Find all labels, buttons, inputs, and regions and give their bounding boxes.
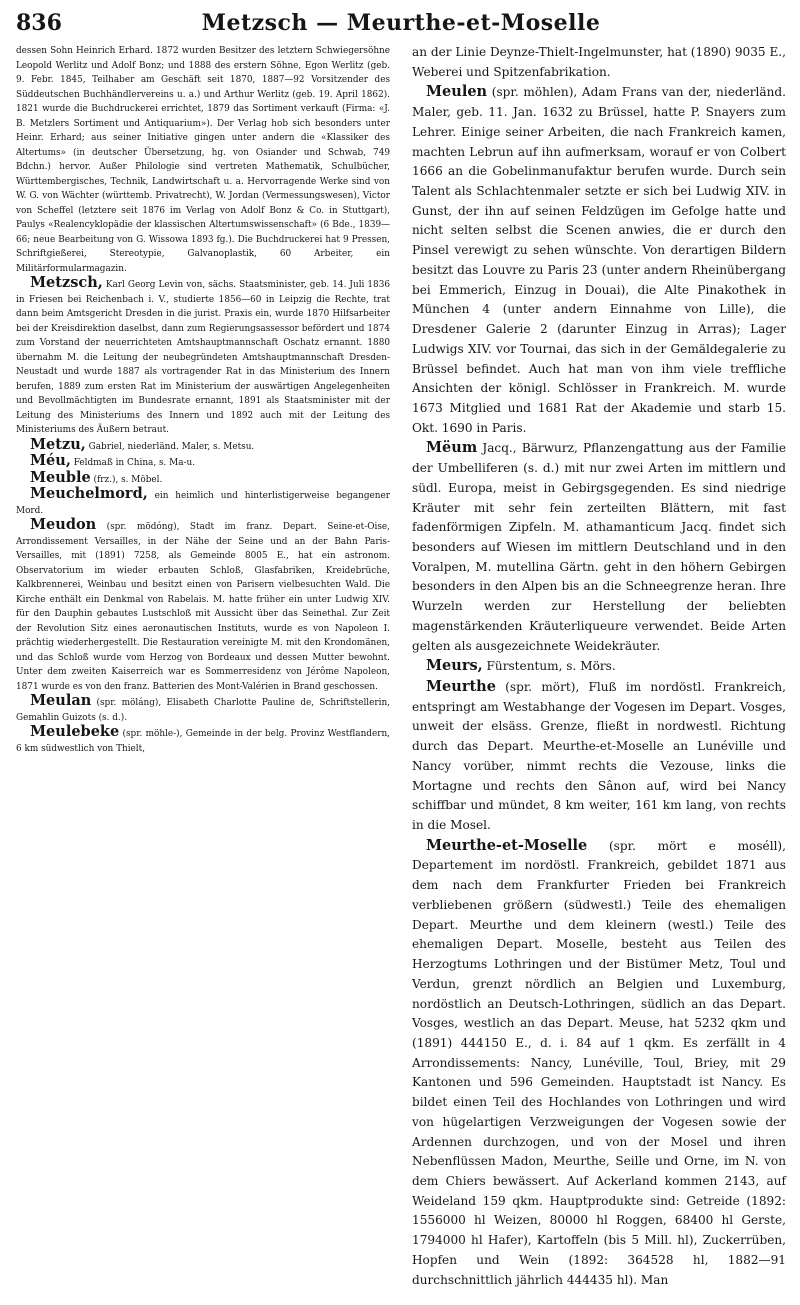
entry-headword: Meurs,	[426, 657, 483, 675]
entry-text: dessen Sohn Heinrich Erhard. 1872 wurden Besitzer des letztern Schwiegersöhne Leopold Werlitz und Adolf Bonz; und 1888 des erstern Söhne, Egon Werlitz (geb. 9. Febr. 1845, Teilhaber am Geschäft seit 1870, 1887—92 Vorsitzender des Süddeutschen Buchhändlervereins u. a.) und Arthur Werlitz (geb. 19. April 1862). 1821 wurde die Buchdruckerei errichtet, 1879 das Sortiment verkauft (Firma: «J. B. Metzlers Sortiment und Antiquarium»). Der Verlag hob sich besonders unter Heinr. Erhard; aus seiner Initiative gingen unter andern die «Klassiker des Altertums» (in deutscher Übersetzung, hg. von Osiander und Schwab, 749 Bdchn.) hervor. Außer Philologie sind vertreten Mathematik, Schulbücher, Württembergisches, Technik, Landwirtschaft u. a. Hervorragende Werke sind von W. G. von Wächter (württemb. Privatrecht), W. Jordan (Vermessungswesen), Victor von Scheffel (letztere seit 1876 im Verlag von Adolf Bonz & Co. in Stuttgart), Paulys «Realencyklopädie der klassischen Altertumswissenschaft» (6 Bde., 1839—66; neue Bearbeitung von G. Wissowa 1893 fg.). Die Buchdruckerei hat 9 Pressen, Schriftgießerei, Stereotypie, Galvanoplastik, 60 Arbeiter, ein Militärformularmagazin.	[16, 46, 390, 274]
entry-headword: Metzu,	[30, 435, 86, 453]
entry-paragraph	[412, 82, 786, 438]
entry-paragraph	[412, 42, 786, 82]
entry-paragraph	[16, 694, 390, 725]
entry-text: (spr. möhlen), Adam Frans van der, niederländ. Maler, geb. 11. Jan. 1632 zu Brüssel, hatte P. Snayers zum Lehrer. Einige seiner Arbeiten, die nach Frankreich kamen, machten Lebrun auf ihn aufmerksam, worauf er von Colbert 1666 an die Gobelinmanufaktur berufen wurde. Durch sein Talent als Schlachtenmaler setzte er sich bei Ludwig XIV. in Gunst, der ihn auf seinen Feldzügen im Gefolge hatte und nicht selten selbst die Scenen anwies, die er durch den Pinsel verewigt zu sehen wünschte. Von derartigen Bildern besitzt das Louvre zu Paris 23 (unter andern Rheinübergang bei Emmerich, Einzug in Douai), die Alte Pinakothek in München 4 (unter andern Einnahme von Lille), die Dresdener Galerie 2 (darunter Einzug in Arras); Lager Ludwigs XIV. vor Tournai, das sich in der Gemäldegalerie zu Brüssel befindet. Auch hat man von ihm viele treffliche Ansichten der königl. Schlösser in Frankreich. M. wurde 1673 Mitglied und 1681 Rat der Akademie und starb 15. Okt. 1690 in Paris.	[412, 85, 786, 435]
entry-paragraph	[16, 487, 390, 518]
entry-headword: Meuble	[30, 468, 91, 486]
entry-headword: Méu,	[30, 452, 71, 469]
entry-headword: Meudon	[30, 516, 97, 533]
right-column	[412, 42, 786, 1290]
entry-paragraph	[16, 725, 390, 756]
entry-headword: Meurthe-et-Moselle	[426, 836, 588, 854]
entry-paragraph	[412, 656, 786, 677]
text-columns	[16, 42, 786, 1290]
entry-paragraph	[412, 438, 786, 656]
entry-text: Gabriel, niederländ. Maler, s. Metsu.	[85, 441, 255, 452]
entry-paragraph	[16, 42, 390, 276]
entry-text: ein heimlich und hinterlistigerweise begangener Mord.	[16, 491, 390, 516]
entry-headword: Meulen	[426, 83, 488, 101]
entry-text: (spr. mört e moséll), Departement im nordöstl. Frankreich, gebildet 1871 aus dem nach dem Frankfurter Frieden bei Frankreich verbliebenen größern (südwestl.) Teile des ehemaligen Depart. Meurthe und dem kleinern (westl.) Teile des ehemaligen Depart. Moselle, besteht aus Teilen des Herzogtums Lothringen und der Bistümer Metz, Toul und Verdun, grenzt nördlich an Belgien und Luxemburg, nordöstlich an Deutsch-Lothringen, südlich an das Depart. Vosges, westlich an das Depart. Meuse, hat 5232 qkm und (1891) 444150 E., d. i. 84 auf 1 qkm. Es zerfällt in 4 Arrondissements: Nancy, Lunéville, Toul, Briey, mit 29 Kantonen und 596 Gemeinden. Hauptstadt ist Nancy. Es bildet einen Teil des Hochlandes von Lothringen und wird von hügelartigen Verzweigungen der Vogesen sowie der Ardennen durchzogen, und von der Mosel und ihren Nebenflüssen Madon, Meurthe, Seille und Orne, im N. von dem Chiers bewässert. Auf Ackerland kommen 2143, auf Weideland 159 qkm. Hauptprodukte sind: Getreide (1892: 1556000 hl Weizen, 80000 hl Roggen, 68400 hl Gerste, 1794000 hl Hafer), Kartoffeln (bis 5 Mill. hl), Zuckerrüben, Hopfen und Wein (1892: 364528 hl, 1882—91 durchschnittlich jährlich 444435 hl). Man	[412, 838, 786, 1287]
entry-paragraph	[16, 435, 390, 455]
entry-paragraph	[16, 518, 390, 694]
entry-text: (spr. mödóng), Stadt im franz. Depart. Seine-et-Oise, Arrondissement Versailles, in der Nähe der Seine und an der Bahn Paris-Versailles, mit (1891) 7258, als Gemeinde 8005 E., hat ein astronom. Observatorium im wieder erbauten Schloß, Glasfabriken, Kreidebrüche, Kalkbrennerei, Weinbau und besitzt einen von Parisern vielbesuchten Wald. Die Kirche enthält ein Denkmal von Rabelais. M. hatte früher ein unter Ludwig XIV. für den Dauphin gebautes Lustschloß mit Aussicht über das Seinethal. Zur Zeit der Revolution Sitz eines aeronautischen Instituts, wurde es von Napoleon I. prächtig wiederhergestellt. Die Restauration vereinigte M. mit den Krondomänen, und das Schloß wurde vom Herzog von Bordeaux und dessen Mutter bewohnt. Unter dem zweiten Kaiserreich war es Sommerresidenz von Jérôme Napoleon, 1871 wurde es von den franz. Batterien des Mont-Valérien in Brand geschossen.	[16, 522, 390, 692]
entry-text: (spr. mört), Fluß im nordöstl. Frankreich, entspringt am Westabhange der Vogesen im Depart. Vosges, unweit der elsäss. Grenze, fließt in nordwestl. Richtung durch das Depart. Meurthe-et-Moselle an Lunéville und Nancy vorüber, nimmt rechts die Vezouse, links die Mortagne und rechts den Sânon auf, wird bei Nancy schiffbar und mündet, 8 km weiter, 161 km lang, von rechts in die Mosel.	[412, 680, 786, 833]
entry-headword: Mëum	[426, 439, 478, 457]
entry-paragraph	[412, 677, 786, 836]
entry-text: (spr. möhle-), Gemeinde in der belg. Provinz Westflandern, 6 km südwestlich von Thielt,	[16, 729, 390, 754]
left-column	[16, 42, 390, 1290]
entry-text: Karl Georg Levin von, sächs. Staatsminister, geb. 14. Juli 1836 in Friesen bei Reichenbach i. V., studierte 1856—60 in Leipzig die Rechte, trat dann beim Amtsgericht Dresden in die jurist. Praxis ein, wurde 1870 Hilfsarbeiter bei der Kreisdirektion daselbst, dann zum Regierungsassessor befördert und 1874 zum Vorstand der neuerrichteten Amtshauptmannschaft Oschatz ernannt. 1880 übernahm M. die Leitung der neubegründeten Amtshauptmannschaft Dresden-Neustadt und wurde 1887 als vortragender Rat in das Ministerium des Innern berufen, 1889 zum ersten Rat im Ministerium der auswärtigen Angelegenheiten und Bevollmächtigten im Bundesrate ernannt, 1891 als Staatsminister mit der Leitung des Ministeriums des Innern und 1892 auch mit der Leitung des Ministeriums des Äußern betraut.	[16, 280, 390, 435]
entry-text: Fürstentum, s. Mörs.	[482, 659, 616, 674]
entry-text: (frz.), s. Möbel.	[90, 474, 163, 485]
entry-headword: Metzsch,	[30, 274, 103, 291]
entry-headword: Meuchelmord,	[30, 485, 148, 502]
running-header	[16, 10, 786, 38]
entry-text: Feldmaß in China, s. Ma-u.	[70, 458, 196, 468]
entry-headword: Meurthe	[426, 678, 496, 695]
page-title: Metzsch — Meurthe-et-Moselle	[201, 10, 601, 36]
entry-headword: Meulan	[30, 692, 92, 709]
entry-text: (spr. möláng), Elisabeth Charlotte Pauline de, Schriftstellerin, Gemahlin Guizots (s. d.).	[16, 698, 390, 723]
entry-headword: Meulebeke	[30, 723, 120, 740]
entry-paragraph	[16, 276, 390, 438]
entry-text: an der Linie Deynze-Thielt-Ingelmunster, hat (1890) 9035 E., Weberei und Spitzenfabrikation.	[412, 45, 786, 79]
entry-text: Jacq., Bärwurz, Pflanzengattung aus der Familie der Umbelliferen (s. d.) mit nur zwei Arten im mittlern und südl. Europa, meist in Gebirgsgegenden. Es sind niedrige Kräuter mit sehr fein zerteilten Blättern, mit fast fadenförmigen Zipfeln. M. athamanticum Jacq. findet sich besonders auf Wiesen im mittlern Deutschland und in den Voralpen, M. mutellina Gärtn. geht in den höhern Gebirgen besonders in den Alpen bis an die Schneegrenze heran. Ihre Wurzeln werden zur Herstellung der beliebten magenstärkenden Kräuterliqueure verwendet. Beide Arten gelten als ausgezeichnete Weidekräuter.	[412, 441, 786, 653]
page-number: 836	[16, 10, 62, 36]
entry-paragraph	[412, 836, 786, 1291]
